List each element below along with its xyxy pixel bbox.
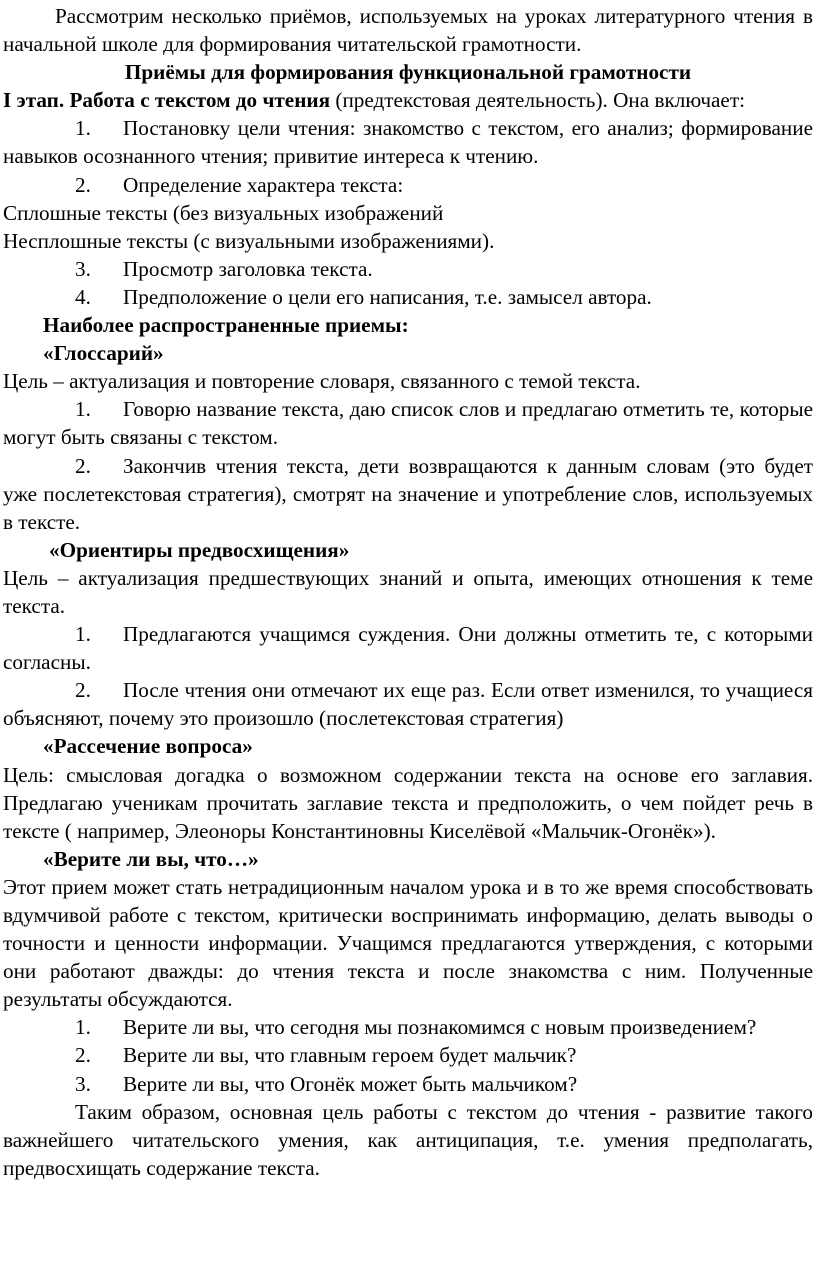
list-number: 1. [75,397,91,422]
technique-goal: Цель – актуализация предшествующих знаний и опыта, имеющих отношения к теме текста. [3,565,813,618]
list-text: После чтения они отмечают их еще раз. Если ответ изменился, то учащиеся объясняют, почему это произошло (послетекстовая стратегия) [3,678,813,731]
list-text: Верите ли вы, что Огонёк может быть мальчиком? [123,1071,578,1096]
stage-rest: (предтекстовая деятельность). Она включает: [330,88,745,113]
list-text: Определение характера текста: [123,172,404,197]
list-text: Верите ли вы, что главным героем будет мальчик? [123,1043,577,1068]
list-number: 4. [75,284,91,309]
technique-heading [3,732,813,760]
list-item [3,676,813,732]
list-item [3,1041,813,1069]
intro-paragraph: Рассмотрим несколько приёмов, используемых на уроках литературного чтения в начальной школе для формирования читательской грамотности. [3,4,813,57]
technique-heading-text: «Ориентиры предвосхищения» [49,537,350,562]
list-item [3,395,813,451]
page-title-text: Приёмы для формирования функциональной грамотности [124,60,692,85]
list-item [3,1070,813,1098]
stage-label: I этап. Работа с текстом до чтения [3,88,331,113]
section-heading [3,311,813,339]
technique-heading [3,339,813,367]
list-number: 3. [75,1071,91,1096]
text-type-line: Сплошные тексты (без визуальных изображений [3,200,444,225]
list-item [3,171,813,199]
list-text: Постановку цели чтения: знакомство с текстом, его анализ; формирование навыков осознанного чтения; привитие интереса к чтению. [3,116,813,169]
text-type-line: Несплошные тексты (с визуальными изображениями). [3,228,495,253]
list-text: Верите ли вы, что сегодня мы познакомимся с новым произведением? [123,1015,757,1040]
list-item [3,255,813,283]
list-number: 1. [75,116,91,141]
technique-heading-text: «Глоссарий» [43,341,164,366]
list-number: 1. [75,1015,91,1040]
list-number: 2. [75,453,91,478]
technique-heading-text: «Верите ли вы, что…» [43,846,259,871]
list-item [3,283,813,311]
list-text: Закончив чтения текста, дети возвращаются к данным словам (это будет уже послетекстовая стратегия), смотрят на значение и употребление слов, используемых в тексте. [3,453,813,534]
list-number: 1. [75,622,91,647]
list-number: 3. [75,256,91,281]
technique-goal: Цель – актуализация и повторение словаря, связанного с темой текста. [3,369,641,394]
technique-body: Этот прием может стать нетрадиционным началом урока и в то же время способствовать вдумчивой работе с текстом, критически воспринимать информацию, делать выводы о точности и ценности информации. Учащимся предлагаются утверждения, с которыми они работают дважды: до чтения текста и после знакомства с ним. Полученные результаты обсуждаются. [3,874,813,1012]
section-heading-text: Наиболее распространенные приемы: [43,313,409,338]
list-text: Просмотр заголовка текста. [123,256,373,281]
technique-goal: Цель: смысловая догадка о возможном содержании текста на основе его заглавия. Предлагаю ученикам прочитать заглавие текста и предположить, о чем пойдет речь в тексте ( например, Элеоноры Константиновны Киселёвой «Мальчик-Огонёк»). [3,762,813,843]
list-item [3,1013,813,1041]
list-text: Предположение о цели его написания, т.е. замысел автора. [123,284,652,309]
list-item [3,620,813,676]
list-text: Говорю название текста, даю список слов и предлагаю отметить те, которые могут быть связаны с текстом. [3,397,813,450]
list-number: 2. [75,172,91,197]
technique-heading-text: «Рассечение вопроса» [43,734,253,759]
technique-heading [3,536,813,564]
list-number: 2. [75,678,91,703]
list-item [3,114,813,170]
technique-heading [3,845,813,873]
conclusion-paragraph: Таким образом, основная цель работы с текстом до чтения - развитие такого важнейшего читательского умения, как антиципация, т.е. умения предполагать, предвосхищать содержание текста. [3,1099,813,1180]
list-number: 2. [75,1043,91,1068]
stage-paragraph [3,86,813,114]
list-item [3,452,813,536]
page-title [3,58,813,86]
list-text: Предлагаются учащимся суждения. Они должны отметить те, с которыми согласны. [3,622,813,675]
